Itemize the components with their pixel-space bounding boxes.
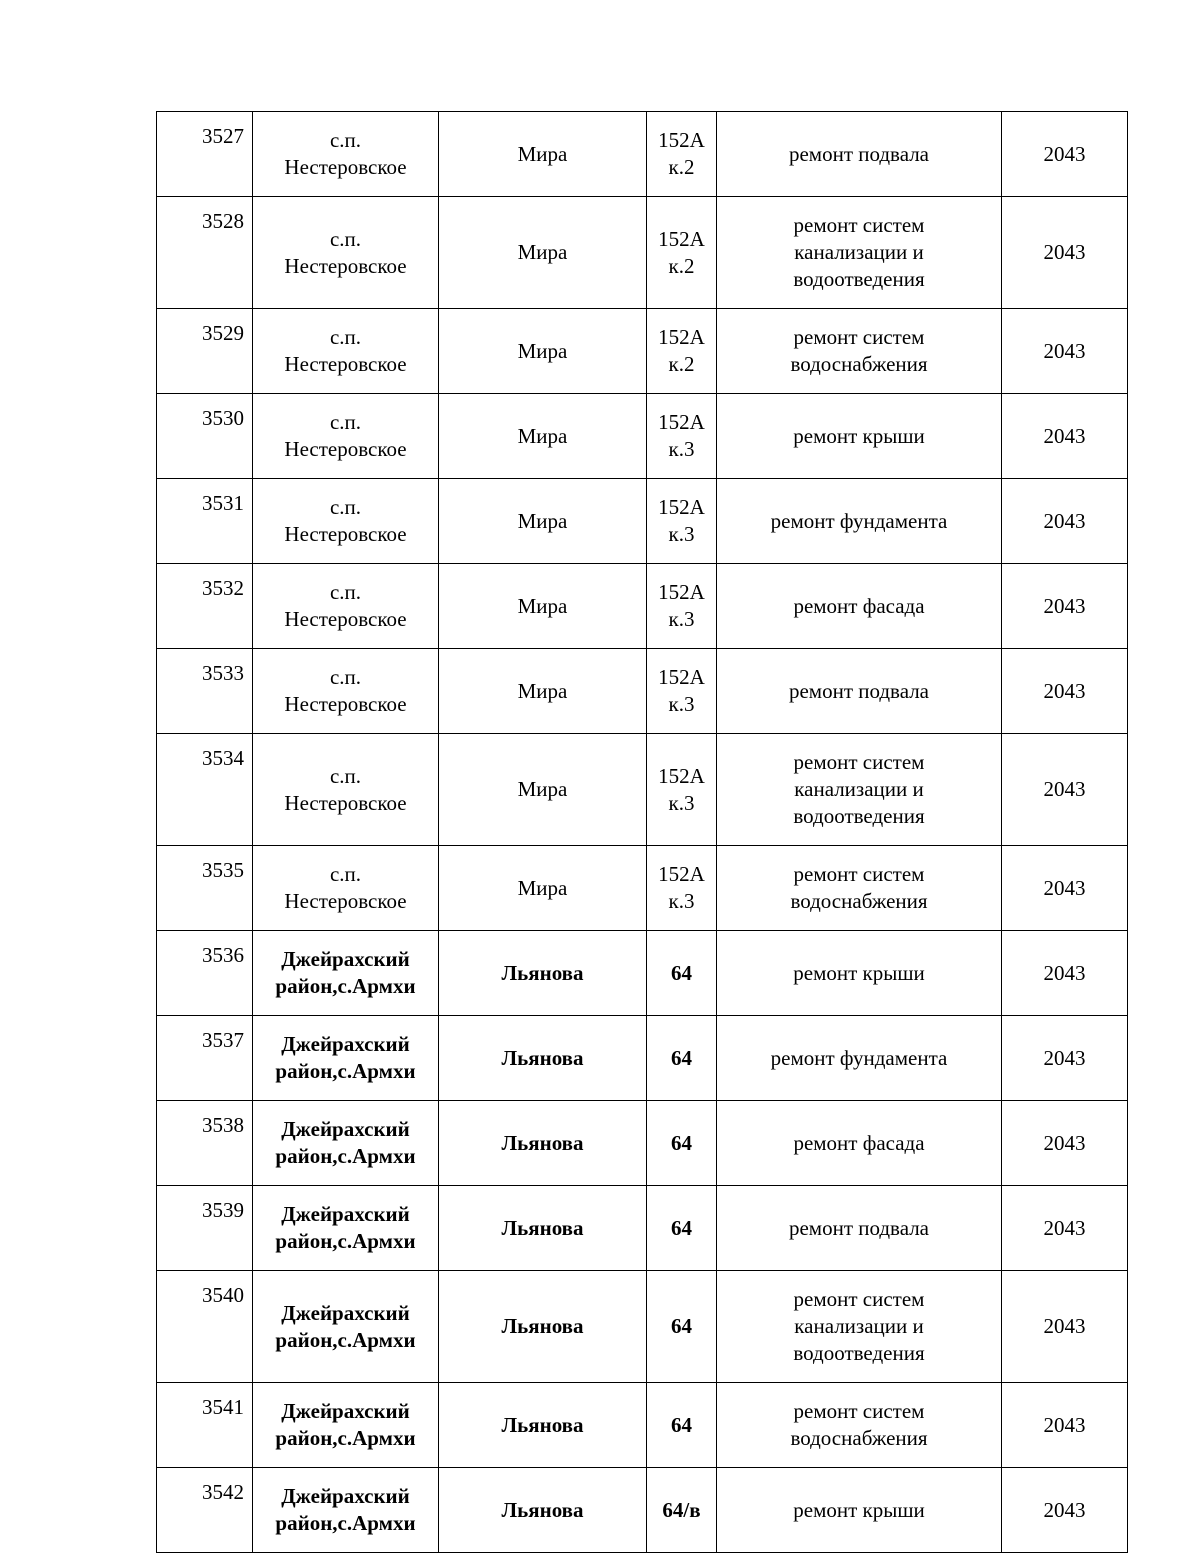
- planned-year: 2043: [1043, 338, 1086, 363]
- year-cell: [1002, 1016, 1128, 1101]
- locality-cell: [253, 1468, 439, 1553]
- house-number-line: к.2: [668, 155, 695, 179]
- locality-cell: [253, 1016, 439, 1101]
- locality-line: с.п.: [329, 665, 362, 689]
- house-number-line: 152А: [658, 665, 705, 689]
- work-type-line: канализации и: [794, 240, 924, 264]
- row-number-cell: [157, 1383, 253, 1468]
- street-name: Льянова: [501, 1314, 584, 1338]
- locality-line: Джейрахский: [281, 1300, 410, 1325]
- locality-line: Джейрахский: [281, 1202, 410, 1226]
- street-cell: [439, 197, 647, 309]
- work-type-line: ремонт крыши: [793, 423, 925, 448]
- year-cell: [1002, 649, 1128, 734]
- row-number: 3536: [202, 943, 244, 967]
- locality-line: Нестеровское: [284, 155, 407, 179]
- locality-line: с.п.: [329, 128, 362, 152]
- house-number-line: к.3: [668, 522, 695, 546]
- year-cell: [1002, 112, 1128, 197]
- row-number: 3534: [202, 746, 244, 770]
- work-type-cell: [717, 394, 1002, 479]
- year-cell: [1002, 931, 1128, 1016]
- work-type-cell: [717, 197, 1002, 309]
- street-cell: [439, 649, 647, 734]
- house-number-line: к.3: [668, 437, 695, 461]
- planned-year: 2043: [1043, 1497, 1086, 1522]
- street-name: Мира: [517, 141, 568, 166]
- locality-cell: [253, 1383, 439, 1468]
- house-number-cell: [647, 309, 717, 394]
- row-number: 3540: [202, 1283, 244, 1307]
- house-number-line: 152А: [658, 495, 705, 519]
- house-number-cell: [647, 649, 717, 734]
- row-number-cell: [157, 734, 253, 846]
- house-number-line: 152А: [658, 580, 705, 604]
- street-cell: [439, 846, 647, 931]
- work-type-line: ремонт подвала: [788, 678, 930, 703]
- year-cell: [1002, 479, 1128, 564]
- work-type-line: ремонт подвала: [788, 1215, 930, 1240]
- street-name: Мира: [517, 240, 568, 264]
- house-number-cell: [647, 734, 717, 846]
- street-cell: [439, 734, 647, 846]
- street-cell: [439, 309, 647, 394]
- row-number: 3535: [202, 858, 244, 882]
- table-row: [157, 394, 1128, 479]
- work-type-line: ремонт систем: [793, 1287, 925, 1311]
- work-type-line: ремонт систем: [793, 325, 925, 349]
- locality-line: Джейрахский: [281, 1032, 410, 1056]
- locality-line: район,с.Армхи: [275, 1059, 416, 1083]
- planned-year: 2043: [1043, 678, 1086, 703]
- year-cell: [1002, 734, 1128, 846]
- street-cell: [439, 1186, 647, 1271]
- table-row: [157, 1271, 1128, 1383]
- table-body: [157, 112, 1128, 1553]
- house-number-line: 152А: [658, 226, 705, 251]
- row-number-cell: [157, 197, 253, 309]
- work-type-line: ремонт систем: [793, 750, 925, 774]
- locality-cell: [253, 734, 439, 846]
- house-number-cell: [647, 1271, 717, 1383]
- street-name: Мира: [517, 875, 568, 900]
- work-type-cell: [717, 1016, 1002, 1101]
- work-type-cell: [717, 1186, 1002, 1271]
- table-row: [157, 734, 1128, 846]
- locality-line: Нестеровское: [284, 607, 407, 631]
- house-number-cell: [647, 112, 717, 197]
- street-cell: [439, 1016, 647, 1101]
- work-type-cell: [717, 112, 1002, 197]
- house-number-line: 152А: [658, 325, 705, 349]
- locality-line: Нестеровское: [284, 253, 407, 278]
- street-name: Льянова: [501, 1412, 584, 1437]
- locality-line: район,с.Армхи: [275, 1511, 416, 1535]
- locality-line: Нестеровское: [284, 889, 407, 913]
- street-name: Мира: [517, 338, 568, 363]
- row-number: 3539: [202, 1198, 244, 1222]
- house-number-cell: [647, 479, 717, 564]
- locality-cell: [253, 309, 439, 394]
- planned-year: 2043: [1043, 777, 1086, 801]
- table-row: [157, 564, 1128, 649]
- street-cell: [439, 1468, 647, 1553]
- work-type-line: ремонт систем: [793, 1399, 925, 1423]
- work-type-cell: [717, 649, 1002, 734]
- row-number: 3527: [202, 124, 244, 148]
- planned-year: 2043: [1043, 1314, 1086, 1338]
- street-cell: [439, 479, 647, 564]
- house-number-line: к.3: [668, 607, 695, 631]
- work-type-cell: [717, 931, 1002, 1016]
- work-type-cell: [717, 1383, 1002, 1468]
- house-number-line: 64: [671, 1314, 692, 1338]
- locality-line: Джейрахский: [281, 1117, 410, 1141]
- work-type-line: ремонт фасада: [793, 593, 925, 618]
- row-number: 3533: [202, 661, 244, 685]
- planned-year: 2043: [1043, 875, 1086, 900]
- locality-cell: [253, 931, 439, 1016]
- locality-line: с.п.: [329, 495, 362, 519]
- locality-line: Нестеровское: [284, 790, 407, 815]
- table-row: [157, 197, 1128, 309]
- work-type-line: водоотведения: [793, 267, 925, 291]
- house-number-line: 152А: [658, 862, 705, 886]
- work-type-cell: [717, 1271, 1002, 1383]
- locality-line: с.п.: [329, 226, 362, 251]
- row-number-cell: [157, 1468, 253, 1553]
- house-number-cell: [647, 394, 717, 479]
- work-type-cell: [717, 734, 1002, 846]
- locality-line: с.п.: [329, 763, 362, 788]
- house-number-cell: [647, 846, 717, 931]
- locality-line: с.п.: [329, 862, 362, 886]
- year-cell: [1002, 1468, 1128, 1553]
- house-number-line: к.3: [668, 790, 695, 815]
- row-number: 3541: [202, 1395, 244, 1419]
- work-type-line: водоснабжения: [790, 1426, 928, 1450]
- table-row: [157, 1101, 1128, 1186]
- row-number-cell: [157, 112, 253, 197]
- row-number-cell: [157, 1271, 253, 1383]
- locality-cell: [253, 1101, 439, 1186]
- work-type-line: ремонт фундамента: [770, 508, 948, 533]
- street-cell: [439, 1271, 647, 1383]
- work-type-cell: [717, 309, 1002, 394]
- work-type-cell: [717, 1468, 1002, 1553]
- year-cell: [1002, 846, 1128, 931]
- year-cell: [1002, 564, 1128, 649]
- locality-line: Джейрахский: [281, 1399, 410, 1423]
- house-number-cell: [647, 1101, 717, 1186]
- work-type-cell: [717, 1101, 1002, 1186]
- table-row: [157, 1186, 1128, 1271]
- planned-year: 2043: [1043, 1215, 1086, 1240]
- row-number: 3537: [202, 1028, 244, 1052]
- row-number-cell: [157, 394, 253, 479]
- street-cell: [439, 931, 647, 1016]
- year-cell: [1002, 1186, 1128, 1271]
- house-number-line: 152А: [658, 763, 705, 788]
- planned-year: 2043: [1043, 1045, 1086, 1070]
- locality-cell: [253, 846, 439, 931]
- locality-cell: [253, 1271, 439, 1383]
- locality-cell: [253, 649, 439, 734]
- table-row: [157, 479, 1128, 564]
- locality-cell: [253, 479, 439, 564]
- locality-cell: [253, 394, 439, 479]
- year-cell: [1002, 1271, 1128, 1383]
- house-number-line: к.3: [668, 889, 695, 913]
- row-number: 3529: [202, 321, 244, 345]
- locality-cell: [253, 564, 439, 649]
- house-number-cell: [647, 1186, 717, 1271]
- street-name: Льянова: [501, 1130, 584, 1155]
- row-number-cell: [157, 649, 253, 734]
- work-type-line: канализации и: [794, 1314, 924, 1338]
- house-number-line: к.2: [668, 253, 695, 278]
- work-type-line: водоснабжения: [790, 352, 928, 376]
- house-number-cell: [647, 1383, 717, 1468]
- row-number-cell: [157, 1186, 253, 1271]
- planned-year: 2043: [1043, 508, 1086, 533]
- street-cell: [439, 112, 647, 197]
- table-row: [157, 649, 1128, 734]
- locality-line: район,с.Армхи: [275, 974, 416, 998]
- locality-line: Нестеровское: [284, 692, 407, 716]
- year-cell: [1002, 394, 1128, 479]
- house-number-line: 64: [671, 1045, 692, 1070]
- table-row: [157, 112, 1128, 197]
- work-type-line: канализации и: [794, 777, 924, 801]
- planned-year: 2043: [1043, 960, 1086, 985]
- table-row: [157, 309, 1128, 394]
- row-number-cell: [157, 846, 253, 931]
- locality-line: Нестеровское: [284, 522, 407, 546]
- street-name: Льянова: [501, 1215, 584, 1240]
- row-number-cell: [157, 479, 253, 564]
- work-type-cell: [717, 479, 1002, 564]
- year-cell: [1002, 1383, 1128, 1468]
- house-number-cell: [647, 1468, 717, 1553]
- street-cell: [439, 1101, 647, 1186]
- house-number-cell: [647, 197, 717, 309]
- street-cell: [439, 1383, 647, 1468]
- work-type-line: ремонт систем: [793, 213, 925, 237]
- street-name: Льянова: [501, 960, 584, 985]
- work-type-line: водоснабжения: [790, 889, 928, 913]
- row-number-cell: [157, 1101, 253, 1186]
- work-type-cell: [717, 846, 1002, 931]
- year-cell: [1002, 309, 1128, 394]
- row-number-cell: [157, 564, 253, 649]
- locality-line: район,с.Армхи: [275, 1426, 416, 1450]
- planned-year: 2043: [1043, 423, 1086, 448]
- row-number: 3538: [202, 1113, 244, 1137]
- locality-line: с.п.: [329, 325, 362, 349]
- locality-cell: [253, 112, 439, 197]
- planned-year: 2043: [1043, 240, 1086, 264]
- street-name: Мира: [517, 593, 568, 618]
- planned-year: 2043: [1043, 1412, 1086, 1437]
- locality-line: Джейрахский: [281, 947, 410, 971]
- house-number-line: 152А: [658, 128, 705, 152]
- street-name: Льянова: [501, 1045, 584, 1070]
- work-type-line: водоотведения: [793, 1341, 925, 1365]
- row-number-cell: [157, 1016, 253, 1101]
- house-number-line: 152А: [658, 410, 705, 434]
- year-cell: [1002, 1101, 1128, 1186]
- house-number-line: 64: [671, 1130, 692, 1155]
- repair-schedule-table: [156, 111, 1128, 1553]
- locality-cell: [253, 1186, 439, 1271]
- row-number-cell: [157, 931, 253, 1016]
- row-number: 3542: [202, 1480, 244, 1504]
- house-number-cell: [647, 564, 717, 649]
- work-type-line: ремонт фасада: [793, 1130, 925, 1155]
- locality-line: район,с.Армхи: [275, 1327, 416, 1352]
- house-number-line: к.2: [668, 352, 695, 376]
- house-number-line: 64/в: [662, 1497, 701, 1522]
- street-name: Мира: [517, 423, 568, 448]
- locality-line: с.п.: [329, 410, 362, 434]
- work-type-cell: [717, 564, 1002, 649]
- locality-line: Джейрахский: [281, 1484, 410, 1508]
- row-number: 3532: [202, 576, 244, 600]
- table-row: [157, 1468, 1128, 1553]
- work-type-line: ремонт систем: [793, 862, 925, 886]
- street-name: Льянова: [501, 1497, 584, 1522]
- street-cell: [439, 394, 647, 479]
- street-cell: [439, 564, 647, 649]
- row-number-cell: [157, 309, 253, 394]
- locality-line: с.п.: [329, 580, 362, 604]
- work-type-line: ремонт подвала: [788, 141, 930, 166]
- planned-year: 2043: [1043, 593, 1086, 618]
- locality-line: район,с.Армхи: [275, 1229, 416, 1253]
- work-type-line: ремонт крыши: [793, 1497, 925, 1522]
- street-name: Мира: [517, 777, 568, 801]
- row-number: 3531: [202, 491, 244, 515]
- table-row: [157, 846, 1128, 931]
- row-number: 3528: [202, 209, 244, 233]
- work-type-line: ремонт фундамента: [770, 1045, 948, 1070]
- table-row: [157, 1016, 1128, 1101]
- year-cell: [1002, 197, 1128, 309]
- locality-line: район,с.Армхи: [275, 1144, 416, 1168]
- work-type-line: водоотведения: [793, 804, 925, 828]
- house-number-cell: [647, 931, 717, 1016]
- street-name: Мира: [517, 678, 568, 703]
- locality-line: Нестеровское: [284, 437, 407, 461]
- locality-cell: [253, 197, 439, 309]
- table-row: [157, 931, 1128, 1016]
- house-number-line: к.3: [668, 692, 695, 716]
- planned-year: 2043: [1043, 1130, 1086, 1155]
- work-type-line: ремонт крыши: [793, 960, 925, 985]
- street-name: Мира: [517, 508, 568, 533]
- planned-year: 2043: [1043, 141, 1086, 166]
- table-row: [157, 1383, 1128, 1468]
- house-number-line: 64: [671, 960, 692, 985]
- house-number-line: 64: [671, 1215, 692, 1240]
- house-number-line: 64: [671, 1412, 692, 1437]
- house-number-cell: [647, 1016, 717, 1101]
- row-number: 3530: [202, 406, 244, 430]
- locality-line: Нестеровское: [284, 352, 407, 376]
